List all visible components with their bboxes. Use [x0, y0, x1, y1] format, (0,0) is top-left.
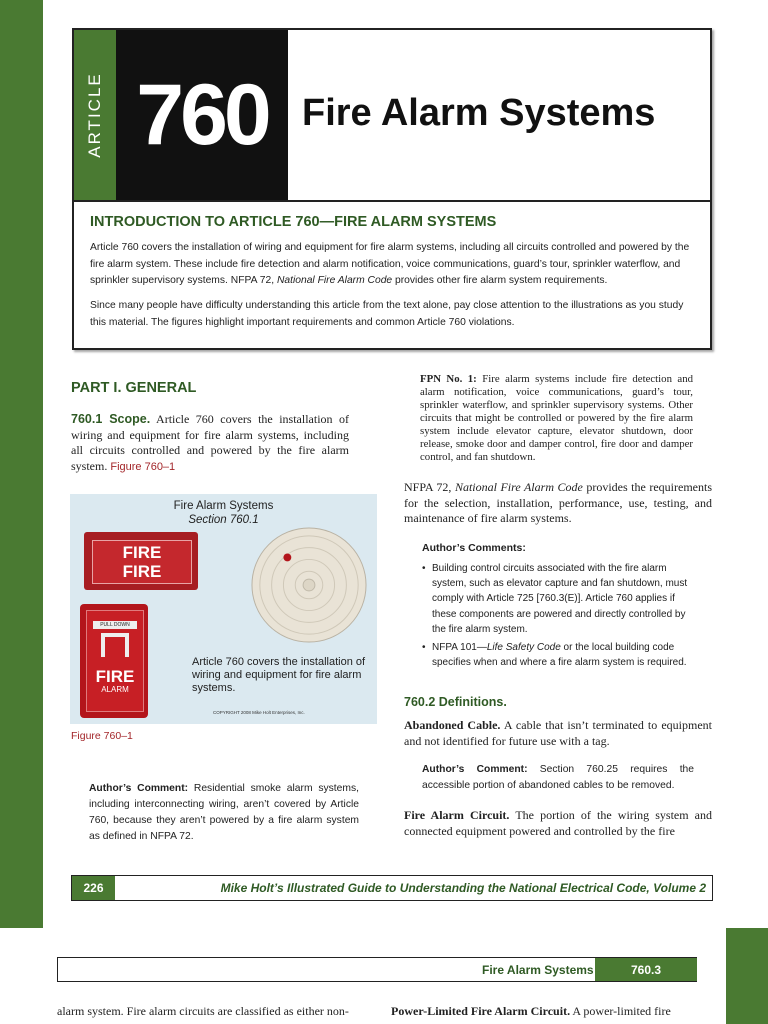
figure-760-1	[70, 494, 377, 724]
scope-term: 760.1 Scope.	[71, 412, 151, 426]
pull-station-alarm: ALARM	[101, 685, 129, 694]
sign-line-2: FIRE	[122, 562, 162, 581]
next-page-section: 760.3	[595, 958, 697, 981]
header-divider	[74, 200, 710, 202]
figure-label: Figure 760–1	[71, 730, 133, 742]
article-title: Fire Alarm Systems	[302, 92, 656, 134]
authors-comments-heading: Author’s Comments:	[422, 542, 526, 554]
figure-caption: Article 760 covers the installation of wiring and equipment for fire alarm systems.	[192, 656, 366, 694]
list-item: • NFPA 101—Life Safety Code or the local building code specifies when and where a fire alarm system is required.	[422, 640, 696, 670]
figure-reference-link[interactable]: Figure 760–1	[110, 460, 176, 473]
article-strip	[74, 30, 116, 200]
pull-station-illustration	[80, 604, 148, 718]
article-word: ARTICLE	[85, 72, 104, 158]
definitions-heading: 760.2 Definitions.	[404, 695, 507, 709]
fpn-note: FPN No. 1: Fire alarm systems include fire detection and alarm notification, voice communications, guard’s tour, sprinkler waterflow, and sprinkler supervisory systems. Other circuits that might be controlled or powered by the fire alarm system include elevator capture, elevator shutdown, door release, smoke door and damper control, fire door and damper control, and fan shutdown.	[420, 373, 693, 463]
page-number: 226	[72, 876, 115, 900]
authors-comments-list	[422, 561, 696, 673]
sign-line-1: FIRE	[122, 543, 162, 562]
pull-handle-icon	[101, 633, 129, 657]
author-comment-right: Author’s Comment: Section 760.25 requires the accessible portion of abandoned cables to be removed.	[422, 764, 695, 791]
smoke-detector-icon	[250, 526, 368, 644]
list-item: • Building control circuits associated with the fire alarm system, such as elevator capture and fan shutdown, must comply with Article 725 [760.3(E)]. Article 760 applies if these components are powered and directly controlled by the fire alarm system.	[422, 561, 696, 637]
article-number: 760	[136, 66, 268, 163]
next-page-right-text: Power-Limited Fire Alarm Circuit. A power-limited fire	[391, 1004, 671, 1018]
next-page-header	[57, 957, 697, 982]
figure-subtitle: Section 760.1	[188, 514, 259, 526]
scope-paragraph: 760.1 Scope. Article 760 covers the installation of wiring and equipment for fire alarm systems, including all circuits controlled and powered by the fire alarm system. Figure 760–1	[71, 412, 349, 473]
next-page-left-text: alarm system. Fire alarm circuits are classified as either non-	[57, 1004, 349, 1018]
article-header-box	[72, 28, 712, 350]
page-edge-bar	[0, 0, 43, 928]
part-heading: PART I. GENERAL	[71, 380, 197, 396]
fire-alarm-circuit-definition: Fire Alarm Circuit. The portion of the wiring system and connected equipment powered and controlled by the fire	[404, 808, 713, 838]
page-footer	[71, 875, 713, 901]
abandoned-cable-definition: Abandoned Cable. A cable that isn’t terminated to equipment and not identified for future use with a tag.	[404, 718, 712, 748]
next-page-title: Fire Alarm Systems	[482, 963, 594, 977]
footer-title: Mike Holt’s Illustrated Guide to Understanding the National Electrical Code, Volume 2	[220, 881, 706, 895]
fire-sign-illustration	[84, 532, 198, 590]
pull-station-fire: FIRE	[95, 667, 135, 686]
figure-copyright: COPYRIGHT 2008 Mike Holt Enterprises, Inc.	[213, 710, 305, 715]
intro-heading: INTRODUCTION TO ARTICLE 760—FIRE ALARM SYSTEMS	[90, 214, 497, 230]
intro-paragraph-2: Since many people have difficulty understanding this article from the text alone, pay close attention to the illustrations as you study this material. The figures highlight important requirements and common Article 760 violations.	[90, 300, 684, 328]
figure-title: Fire Alarm Systems	[173, 500, 274, 512]
intro-paragraph-1: Article 760 covers the installation of wiring and equipment for fire alarm systems, including all circuits controlled and powered by the fire alarm system. These include fire detection and alarm notification, voice communications, guard’s tour, sprinkler waterflow, and sprinkler supervisory systems. NFPA 72, National Fire Alarm Code provides other fire alarm system requirements.	[90, 242, 690, 286]
article-number-block	[116, 30, 288, 200]
pull-station-label: PULL DOWN	[93, 621, 137, 629]
page-edge-tab	[726, 928, 768, 1024]
nfpa-paragraph: NFPA 72, National Fire Alarm Code provides the requirements for the selection, installation, performance, use, testing, and maintenance of fire alarm systems.	[404, 480, 712, 525]
author-comment-left: Author’s Comment: Residential smoke alarm systems, including interconnecting wiring, aren’t covered by Article 760, because they aren’t powered by a fire alarm system as defined in NFPA 72.	[89, 783, 359, 842]
